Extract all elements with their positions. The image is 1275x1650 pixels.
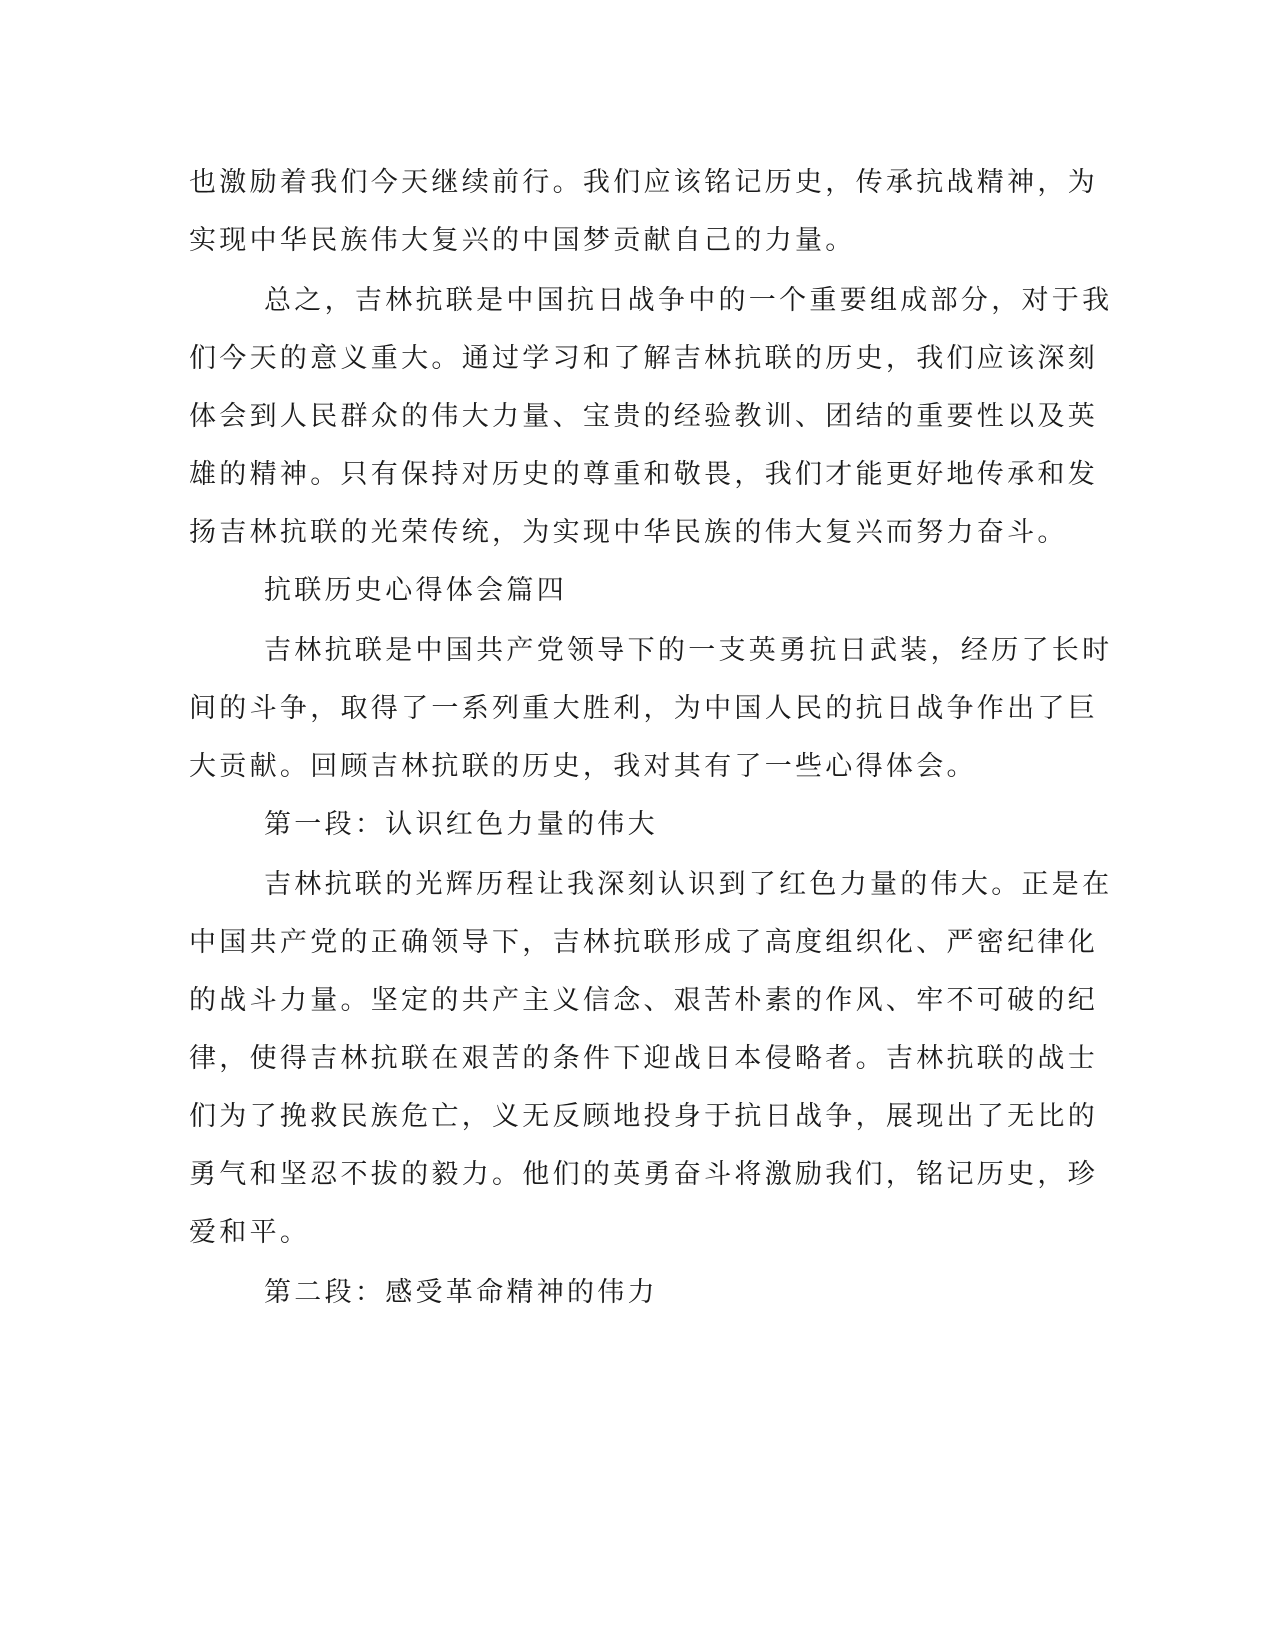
paragraph-line: 体会到人民群众的伟大力量、宝贵的经验教训、团结的重要性以及英 <box>189 401 1098 432</box>
paragraph-line: 间的斗争，取得了一系列重大胜利，为中国人民的抗日战争作出了巨 <box>189 693 1098 724</box>
paragraph-line: 们为了挽救民族危亡，义无反顾地投身于抗日战争，展现出了无比的 <box>189 1101 1098 1132</box>
paragraph-line: 实现中华民族伟大复兴的中国梦贡献自己的力量。 <box>189 225 856 256</box>
section-heading: 抗联历史心得体会篇四 <box>264 575 567 606</box>
paragraph-line: 中国共产党的正确领导下，吉林抗联形成了高度组织化、严密纪律化 <box>189 927 1098 958</box>
paragraph-line: 扬吉林抗联的光荣传统，为实现中华民族的伟大复兴而努力奋斗。 <box>189 517 1068 548</box>
paragraph-line: 律，使得吉林抗联在艰苦的条件下迎战日本侵略者。吉林抗联的战士 <box>189 1043 1098 1074</box>
section-heading: 第一段：认识红色力量的伟大 <box>264 809 658 840</box>
paragraph-line: 总之，吉林抗联是中国抗日战争中的一个重要组成部分，对于我 <box>264 285 1113 316</box>
paragraph-line: 们今天的意义重大。通过学习和了解吉林抗联的历史，我们应该深刻 <box>189 343 1098 374</box>
paragraph-line: 大贡献。回顾吉林抗联的历史，我对其有了一些心得体会。 <box>189 751 977 782</box>
paragraph-line: 也激励着我们今天继续前行。我们应该铭记历史，传承抗战精神，为 <box>189 167 1098 198</box>
paragraph-line: 吉林抗联的光辉历程让我深刻认识到了红色力量的伟大。正是在 <box>264 869 1113 900</box>
paragraph-line: 的战斗力量。坚定的共产主义信念、艰苦朴素的作风、牢不可破的纪 <box>189 985 1098 1016</box>
paragraph-line: 雄的精神。只有保持对历史的尊重和敬畏，我们才能更好地传承和发 <box>189 459 1098 490</box>
paragraph-line: 爱和平。 <box>189 1217 311 1248</box>
paragraph-line: 吉林抗联是中国共产党领导下的一支英勇抗日武装，经历了长时 <box>264 635 1113 666</box>
paragraph-line: 勇气和坚忍不拔的毅力。他们的英勇奋斗将激励我们，铭记历史，珍 <box>189 1159 1098 1190</box>
section-heading: 第二段：感受革命精神的伟力 <box>264 1277 658 1308</box>
